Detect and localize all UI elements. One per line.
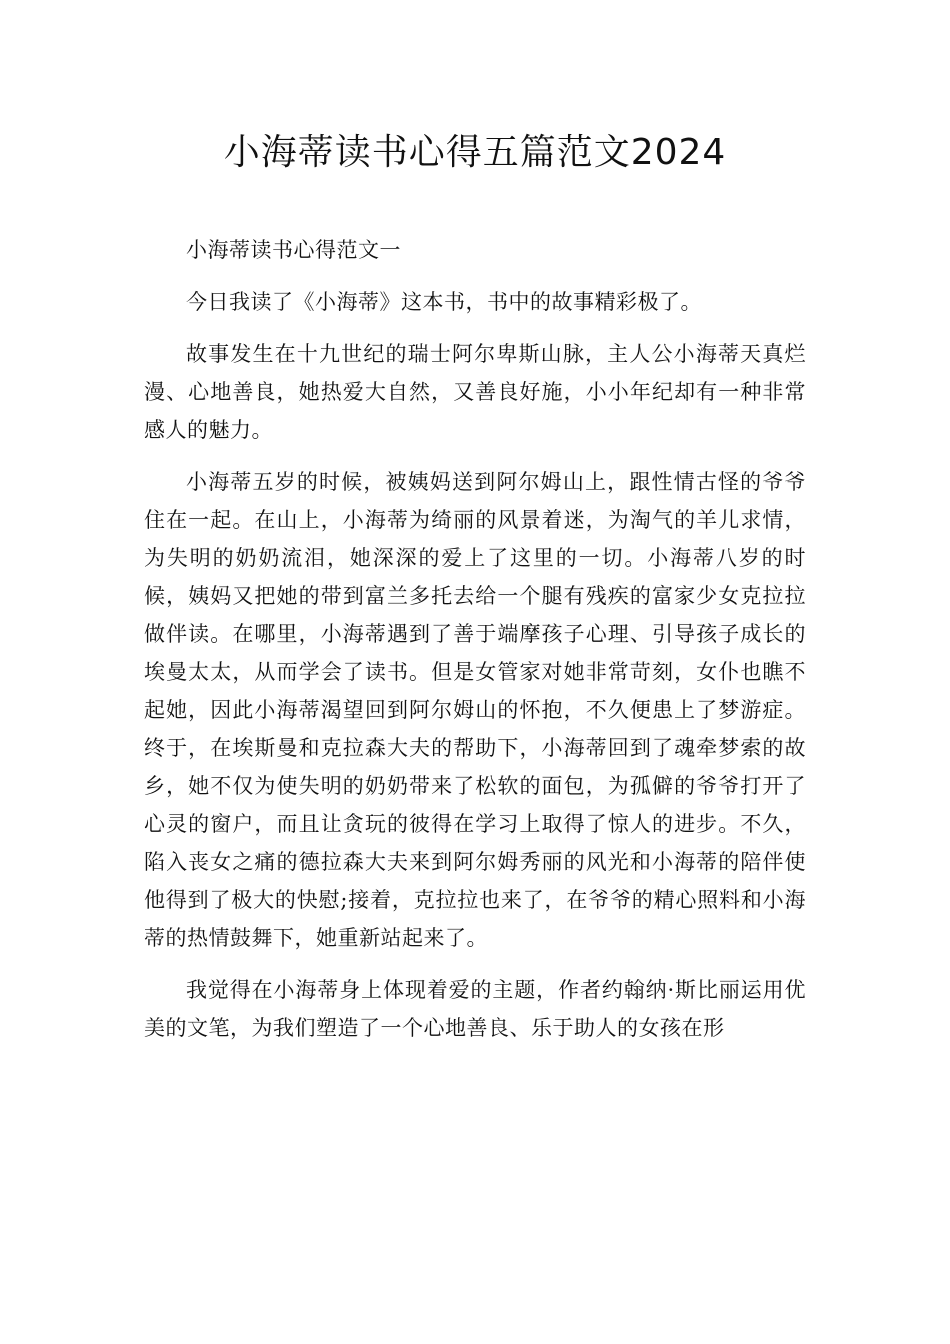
paragraph: 今日我读了《小海蒂》这本书，书中的故事精彩极了。	[186, 290, 702, 314]
paragraph: 小海蒂五岁的时候，被姨妈送到阿尔姆山上，跟性情古怪的爷爷住在一起。在山上，小海蒂为绮丽的风景着迷，为淘气的羊儿求情，为失明的奶奶流泪，她深深的爱上了这里的一切。小海蒂八岁的时候，姨妈又把她的带到富兰多托去给一个腿有残疾的富家少女克拉拉做伴读。在哪里，小海蒂遇到了善于端摩孩子心理、引导孩子成长的埃曼太太，从而学会了读书。但是女管家对她非常苛刻，女仆也瞧不起她，因此小海蒂渴望回到阿尔姆山的怀抱，不久便患上了梦游症。终于，在埃斯曼和克拉森大夫的帮助下，小海蒂回到了魂牵梦索的故乡，她不仅为使失明的奶奶带来了松软的面包，为孤僻的爷爷打开了心灵的窗户，而且让贪玩的彼得在学习上取得了惊人的进步。不久，陷入丧女之痛的德拉森大夫来到阿尔姆秀丽的风光和小海蒂的陪伴使他得到了极大的快慰;接着，克拉拉也来了，在爷爷的精心照料和小海蒂的热情鼓舞下，她重新站起来了。	[144, 470, 806, 950]
paragraph: 我觉得在小海蒂身上体现着爱的主题，作者约翰纳·斯比丽运用优美的文笔，为我们塑造了一个心地善良、乐于助人的女孩在形	[144, 978, 806, 1040]
document-body	[144, 231, 806, 1061]
document-title: 小海蒂读书心得五篇范文2024	[223, 132, 727, 173]
paragraph: 故事发生在十九世纪的瑞士阿尔卑斯山脉，主人公小海蒂天真烂漫、心地善良，她热爱大自然，又善良好施，小小年纪却有一种非常感人的魅力。	[144, 342, 806, 442]
section-heading: 小海蒂读书心得范文一	[186, 238, 401, 262]
